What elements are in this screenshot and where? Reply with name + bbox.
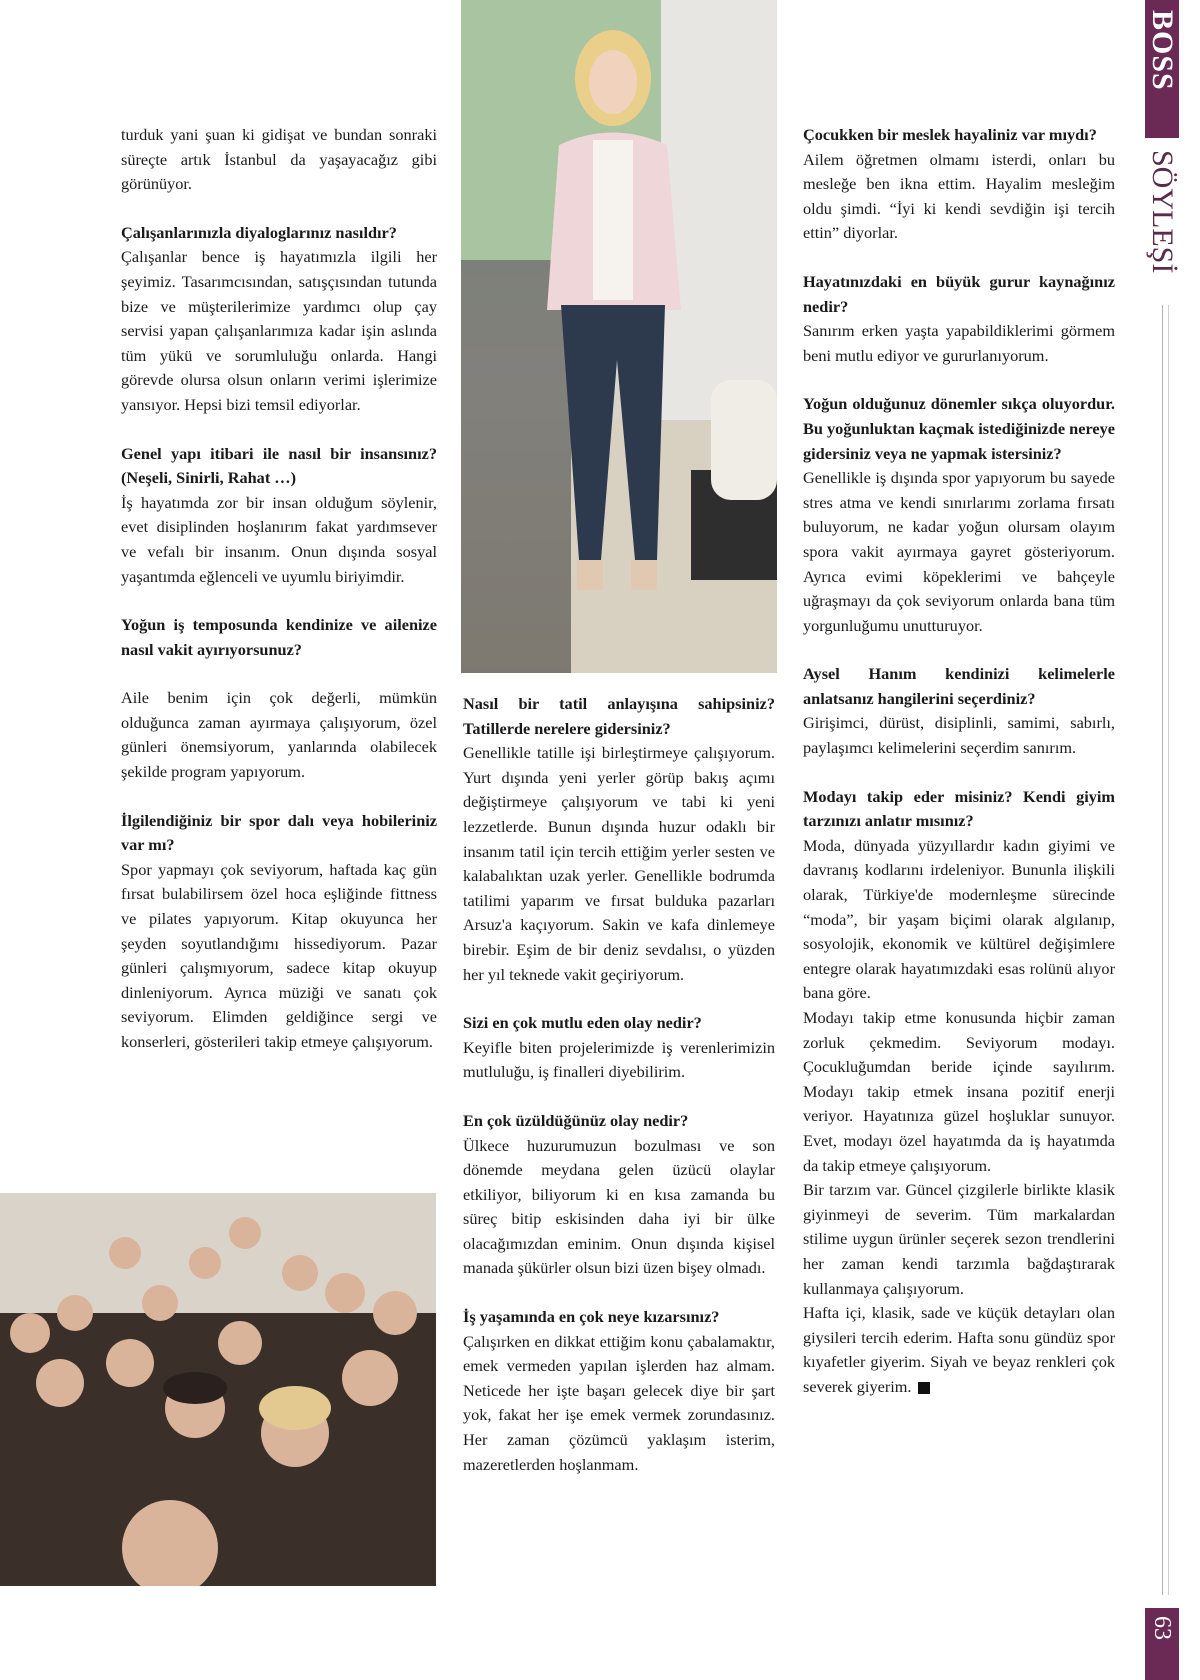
question: En çok üzüldüğünüz olay nedir? [463, 1110, 689, 1130]
text-column-3 [803, 123, 1115, 1424]
question: Sizi en çok mutlu eden olay nedir? [463, 1013, 702, 1033]
answer: Aile benim için çok değerli, mümkün olduğunca zaman ayırmaya çalışıyorum, özel günleri önemsiyorum, yanlarında olabilecek şekilde program yapıyorum. [121, 688, 437, 782]
answer-final [803, 1301, 1115, 1399]
answer: Bir tarzım var. Güncel çizgilerle birlikte klasik giyinmeyi de severim. Tüm markalardan stilime uygun ürünler seçerek sezon trendlerini her zaman kendi tarzımla bağdaştırarak kullanmaya çalışıyorum. [803, 1180, 1115, 1298]
question: Çalışanlarınızla diyaloglarınız nasıldır? [121, 222, 397, 242]
end-mark-icon [918, 1382, 930, 1394]
answer: Spor yapmayı çok seviyorum, haftada kaç gün fırsat bulabilirsem özel hoca eşliğinde fittness ve pilates yapıyorum. Kitap okuyunca her şeyden soyutlandığımı hissediyorum. Pazar günleri çalışmıyorum, sadece kitap okuyup dinleniyorum. Ayrıca müziği ve sanatı çok seviyorum. Elimden geldiğince sergi ve konserleri, gösterileri takip etmeye çalışıyorum. [121, 859, 437, 1051]
answer: İş hayatımda zor bir insan olduğum söylenir, evet disiplinden hoşlanırım fakat yardımsever ve vefalı bir insanım. Onun dışında sosyal yaşantımda eğlenceli ve uyumlu biriyimdir. [121, 492, 437, 586]
text-column-2 [463, 692, 775, 1501]
group-selfie-photo [0, 1193, 436, 1586]
portrait-photo [461, 0, 777, 673]
question: Çocukken bir meslek hayaliniz var mıydı? [803, 125, 1097, 144]
sidebar-rule [1168, 305, 1169, 1595]
answer: Ailem öğretmen olmamı isterdi, onları bu mesleğe ben ikna ettim. Hayalim mesleğim oldu şimdi. “İyi ki kendi sevdiğin işi tercih ettin” diyorlar. [803, 149, 1115, 243]
question: Aysel Hanım kendinizi kelimelerle anlatsanız hangilerini seçerdiniz? [803, 664, 1115, 708]
answer: Genellikle tatille işi birleştirmeye çalışıyorum. Yurt dışında yeni yerler görüp bakış açımı değiştirmeye çalışıyorum ve tabi ki yeni lezzetlerde. Bunun dışında huzur odaklı bir insanım tatil için tercih ettiğim yerler sesten ve kalabalıktan uzak yerler. Genellikle bodrumda tatilimi yaparım ve fırsat bulduka pazarları Arsuz'a kaçıyorum. Sakin ve kafa dinlemeye birebir. Eşim de bir deniz sevdalısı, o yüzden her yıl teknede vakit geçiriyorum. [463, 743, 775, 984]
qa-block [463, 692, 775, 987]
qa-block [463, 1305, 775, 1477]
answer: Keyifle biten projelerimizde iş verenlerimizin mutluluğu, iş finalleri diyebilirim. [463, 1037, 775, 1082]
qa-block [121, 613, 437, 785]
qa-block [803, 662, 1115, 760]
answer: Çalışanlar bence iş hayatımızla ilgili her şeyimiz. Tasarımcısından, satışçısından tutunda bize ve müşterilerimize yardımcı olup çay servisi yapan çalışanlarımıza kadar işin aslında tüm yükü ve sorumluluğu onlarda. Hangi görevde olursa olsun onların verimi işlerimize yansıyor. Hepsi bizi temsil ediyorlar. [121, 247, 437, 414]
portrait-illustration [461, 0, 777, 673]
qa-block [803, 123, 1115, 246]
question: İlgilendiğiniz bir spor dalı veya hobileriniz var mı? [121, 810, 437, 855]
qa-block [121, 809, 437, 1055]
magazine-brand: BOSS [1146, 10, 1179, 91]
intro-paragraph: turduk yani şuan ki gidişat ve bundan sonraki süreçte artık İstanbul da yaşayacağız gibi görünüyor. [121, 125, 437, 194]
group-illustration [0, 1193, 436, 1586]
answer: Ülkece huzurumuzun bozulması ve son dönemde meydana gelen üzücü olaylar etkiliyor, biliyorum ki en kısa zamanda bu süreç bitip eskisinden daha iyi bir ülke olacağımızdan eminim. Onun dışında kişisel manada şükürler olsun bizi üzen bişey olmadı. [463, 1135, 775, 1278]
text-column-1 [121, 123, 437, 1079]
answer: Genellikle iş dışında spor yapıyorum bu sayede stres atma ve kendi sınırlarımı zorlama fırsatı buluyorum, ne kadar yoğun olursam olayım spora vakit ayırmaya gayret gösteriyorum. Ayrıca evimi köpeklerimi ve bahçeyle uğraşmayı da çok seviyorum onlarda bana tüm yorgunluğumu unutturuyor. [803, 468, 1115, 635]
sidebar-rule [1162, 305, 1163, 1595]
question: Modayı takip eder misiniz? Kendi giyim tarzınızı anlatır mısınız? [803, 786, 1115, 831]
page-number: 63 [1149, 1616, 1175, 1640]
qa-block [121, 442, 437, 590]
qa-block [803, 392, 1115, 638]
question: Hayatınızdaki en büyük gurur kaynağınız nedir? [803, 271, 1115, 316]
section-title: SÖYLEŞİ [1146, 150, 1179, 274]
question: Nasıl bir tatil anlayışına sahipsiniz? Tatillerde nerelere gidersiniz? [463, 694, 775, 738]
sidebar [1140, 0, 1200, 1680]
answer: Sanırım erken yaşta yapabildiklerimi görmem beni mutlu ediyor ve gururlanıyorum. [803, 321, 1115, 365]
answer: Modayı takip etme konusunda hiçbir zaman zorluk çekmedim. Seviyorum modayı. Çocukluğumdan beride içinde sayılırım. Modayı takip etmek insana pozitif enerji veriyor. Hayatınıza güzel hoşluklar sunuyor. Evet, modayı özel hayatımda da iş hayatımda da takip etmeye çalışıyorum. [803, 1008, 1115, 1175]
question: İş yaşamında en çok neye kızarsınız? [463, 1307, 720, 1327]
answer-final-text: Hafta içi, klasik, sade ve küçük detayları olan giysileri tercih ederim. Hafta sonu gündüz spor kıyafetler giyerim. Siyah ve beyaz renkleri çok severek giyerim. [803, 1303, 1115, 1396]
qa-block [463, 1011, 775, 1085]
answer: Moda, dünyada yüzyıllardır kadın giyimi ve davranış kodlarını irdeleniyor. Bununla ilişkili olarak, Türkiye'de modernleşme sürecinde “moda”, bir yaşam biçimi olarak algılanıp, sosyolojik, ekonomik ve kültürel değişimlere entegre olarak hayatımızdaki esas rolünü alıyor bana göre. [803, 835, 1115, 1003]
answer: Girişimci, dürüst, disiplinli, samimi, sabırlı, paylaşımcı kelimelerini seçerdim sanırım. [803, 713, 1115, 758]
qa-block [803, 270, 1115, 368]
question: Yoğun olduğunuz dönemler sıkça oluyordur. Bu yoğunluktan kaçmak istediğinizde nereye gidersiniz veya ne yapmak istersiniz? [803, 394, 1115, 463]
qa-block [121, 221, 437, 418]
question: Genel yapı itibari ile nasıl bir insansınız? (Neşeli, Sinirli, Rahat …) [121, 443, 437, 488]
qa-block [803, 785, 1115, 1400]
question: Yoğun iş temposunda kendinize ve ailenize nasıl vakit ayırıyorsunuz? [121, 615, 437, 659]
answer: Çalışırken en dikkat ettiğim konu çabalamaktır, emek vermeden yapılan işlerden haz almam. Neticede her işte başarı gelecek diye bir şart yok, fakat her işe emek vermek zorundasınız. Her zaman çözümcü yaklaşım isterim, mazeretlerden hoşlanmam. [463, 1331, 775, 1474]
qa-block [463, 1109, 775, 1281]
